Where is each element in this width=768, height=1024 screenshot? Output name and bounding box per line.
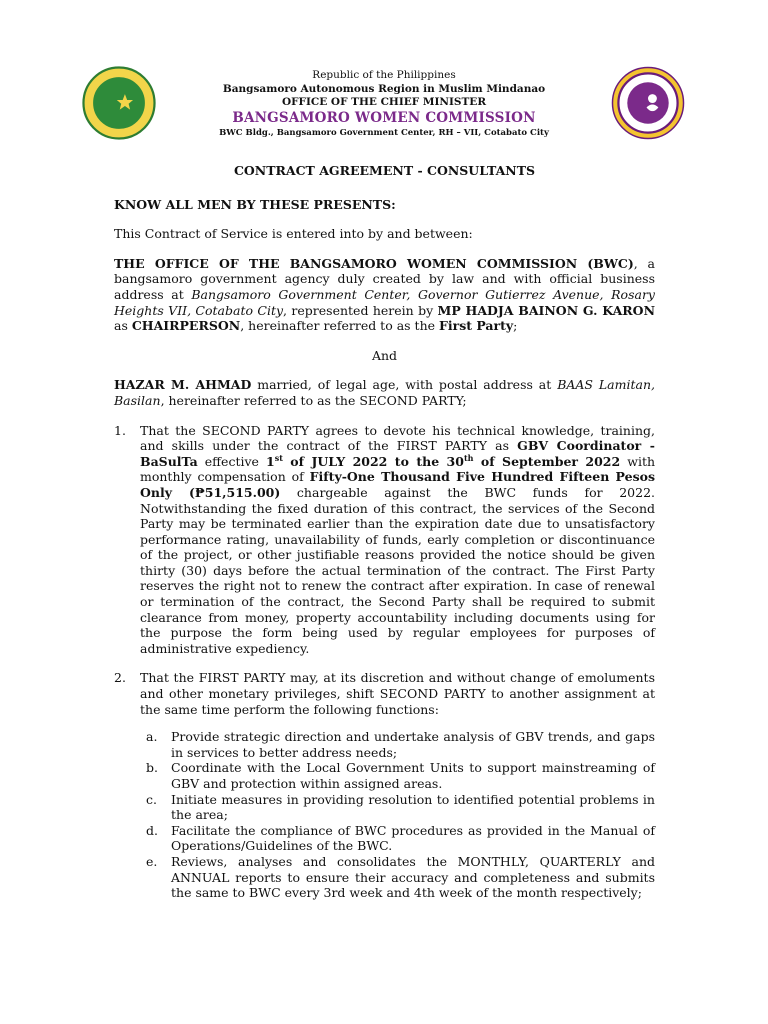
function-item [146, 760, 655, 791]
letterhead-address: BWC Bldg., Bangsamoro Government Center, RH – VII, Cotabato City [219, 128, 549, 138]
function-text: Provide strategic direction and undertake analysis of GBV trends, and gaps in services to better address needs; [171, 729, 655, 760]
function-item [146, 854, 655, 901]
letterhead-commission: BANGSAMORO WOMEN COMMISSION [232, 110, 536, 126]
function-text: Reviews, analyses and consolidates the MONTHLY, QUARTERLY and ANNUAL reports to ensure their accuracy and completeness and submits the same to BWC every 3rd week and 4th week of the month respectively; [171, 853, 655, 901]
functions-list [146, 729, 655, 901]
first-party-label: First Party [439, 318, 514, 334]
letterhead-office: OFFICE OF THE CHIEF MINISTER [281, 96, 487, 108]
know-all-men-line: KNOW ALL MEN BY THESE PRESENTS: [114, 196, 396, 212]
letterhead [200, 68, 568, 139]
first-party-name: THE OFFICE OF THE BANGSAMORO WOMEN COMMISSION (BWC) [114, 255, 634, 271]
function-text: Facilitate the compliance of BWC procedures as provided in the Manual of Operations/Guidelines of the BWC. [171, 822, 655, 854]
clause-dates: 1st of JULY 2022 to the 30th of September 2022 [265, 452, 621, 469]
and-separator: And [371, 347, 398, 363]
function-letter: b. [146, 760, 158, 776]
letterhead-region: Bangsamoro Autonomous Region in Muslim Mindanao [222, 83, 546, 95]
second-party-paragraph [114, 377, 655, 408]
first-party-address: Bangsamoro Government Center, Governor Gutierrez Avenue, Rosary Heights VII, Cotabato City [114, 286, 655, 318]
clause-text: with monthly compensation of [140, 453, 656, 485]
between-line: This Contract of Service is entered into by and between: [114, 226, 473, 242]
function-text: Coordinate with the Local Government Units to support mainstreaming of GBV and protection within assigned areas. [171, 760, 655, 791]
letterhead-republic: Republic of the Philippines [312, 69, 456, 81]
barmm-seal-icon [82, 66, 156, 140]
function-item [146, 729, 655, 760]
first-party-paragraph [114, 256, 655, 334]
second-party-text: , hereinafter referred to as the SECOND PARTY; [160, 392, 467, 408]
document-title: CONTRACT AGREEMENT - CONSULTANTS [233, 163, 536, 178]
function-item [146, 792, 655, 823]
clause-text: That the FIRST PARTY may, at its discretion and without change of emoluments and other monetary privileges, shift SECOND PARTY to another assignment at the same time perform the following functions: [140, 670, 655, 717]
function-letter: d. [146, 822, 158, 838]
clause-text: chargeable against the BWC funds for 2022. Notwithstanding the fixed duration of this contract, the services of the Second Party may be terminated earlier than the expiration date due to unsatisfactory performance rating, unavailability of funds, early completion or discontinuance of the project, or other justifiable reasons provided the notice should be given thirty (30) days before the actual termination of the contract. The First Party reserves the right not to renew the contract after expiration. In case of renewal or termination of the contract, the Second Party shall be required to submit clearance from money, property accountability including documents using for the purpose the form being used by regular employees for purposes of administrative expediency. [140, 484, 656, 656]
clause-text: That the SECOND PARTY agrees to devote his technical knowledge, training, and skills under the contract of the FIRST PARTY as [140, 422, 655, 454]
first-party-position: CHAIRPERSON [131, 318, 241, 334]
function-letter: e. [146, 853, 158, 869]
first-party-text: ; [513, 318, 518, 334]
function-text: Initiate measures in providing resolution to identified potential problems in the area; [171, 791, 655, 823]
clause-number: 1. [114, 422, 126, 438]
clause-1 [114, 423, 655, 657]
second-party-text: married, of legal age, with postal address at [251, 377, 558, 393]
first-party-text: , represented herein by [283, 302, 438, 318]
clause-text: effective [197, 453, 266, 469]
clause-number: 2. [114, 670, 126, 686]
function-item [146, 823, 655, 854]
first-party-text: as [114, 318, 132, 334]
clause-2 [114, 670, 655, 717]
bwc-logo-icon [611, 66, 685, 140]
function-letter: c. [146, 791, 157, 807]
first-party-text: , a bangsamoro government agency duly created by law and with official business address at [114, 255, 655, 302]
document-body [114, 163, 655, 901]
second-party-address: BAAS Lamitan, Basilan [114, 377, 655, 408]
first-party-representative: MP HADJA BAINON G. KARON [437, 302, 655, 318]
clause-role: GBV Coordinator - BaSulTa [140, 438, 655, 469]
function-letter: a. [146, 729, 158, 745]
first-party-text: , hereinafter referred to as the [240, 318, 439, 334]
clause-amount: Fifty-One Thousand Five Hundred Fifteen Pesos Only (₱51,515.00) [140, 469, 655, 500]
second-party-name: HAZAR M. AHMAD [114, 377, 252, 393]
